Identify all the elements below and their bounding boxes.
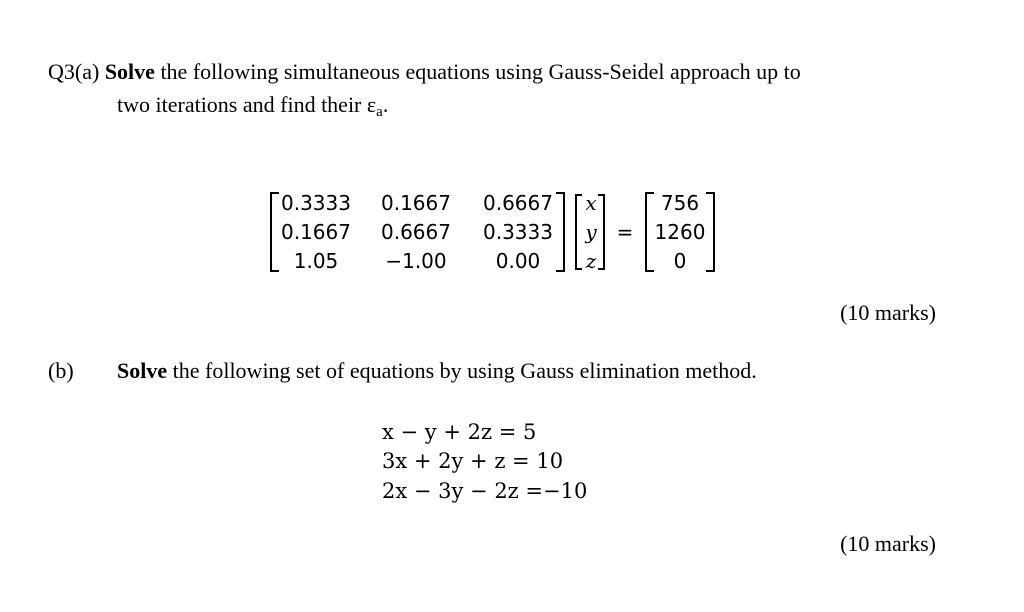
vector-x-entry: y	[585, 220, 597, 244]
epsilon-subscript: a	[376, 104, 383, 120]
equals-sign: =	[616, 220, 634, 244]
matrix-a-cell: 0.1667	[281, 220, 351, 244]
matrix-a-cell: 0.6667	[483, 191, 553, 215]
vector-x-entry: z	[585, 249, 597, 273]
matrix-a-cell: 1.05	[293, 249, 339, 273]
bold-instruction-word: Solve	[104, 59, 155, 84]
question-text: the following simultaneous equations using Gauss-Seidel approach up to	[160, 59, 801, 84]
epsilon-symbol: ε	[366, 92, 377, 117]
marks-label-a: (10 marks)	[840, 300, 936, 325]
matrix-a-cell: −1.00	[385, 249, 447, 273]
vector-b-entry: 0	[673, 249, 687, 273]
matrix-a-cell: 0.00	[495, 249, 541, 273]
marks-label-b: (10 marks)	[840, 531, 936, 556]
matrix-a-cell: 0.3333	[281, 191, 351, 215]
question-3a-line-1	[48, 58, 801, 86]
question-label: Q3(a)	[48, 59, 100, 84]
vector-x-entry: x	[585, 191, 597, 215]
equation-1: x − y + 2z = 5	[382, 420, 537, 444]
question-text-continued: two iterations and find their	[117, 92, 367, 117]
equation-2: 3x + 2y + z = 10	[382, 449, 564, 473]
matrix-a-cell: 0.6667	[381, 220, 451, 244]
question-3b-line	[117, 357, 757, 385]
sentence-end: .	[382, 92, 389, 117]
equation-3: 2x − 3y − 2z =−10	[382, 479, 588, 503]
vector-b-entry: 1260	[654, 220, 706, 244]
matrix-a-cell: 0.3333	[483, 220, 553, 244]
bold-instruction-word: Solve	[117, 358, 168, 383]
question-3a-line-2	[117, 91, 388, 122]
vector-b-entry: 756	[660, 191, 700, 215]
question-text: the following set of equations by using Gauss elimination method.	[172, 358, 757, 383]
matrix-a-cell: 0.1667	[381, 191, 451, 215]
question-3b-label: (b)	[48, 358, 74, 383]
